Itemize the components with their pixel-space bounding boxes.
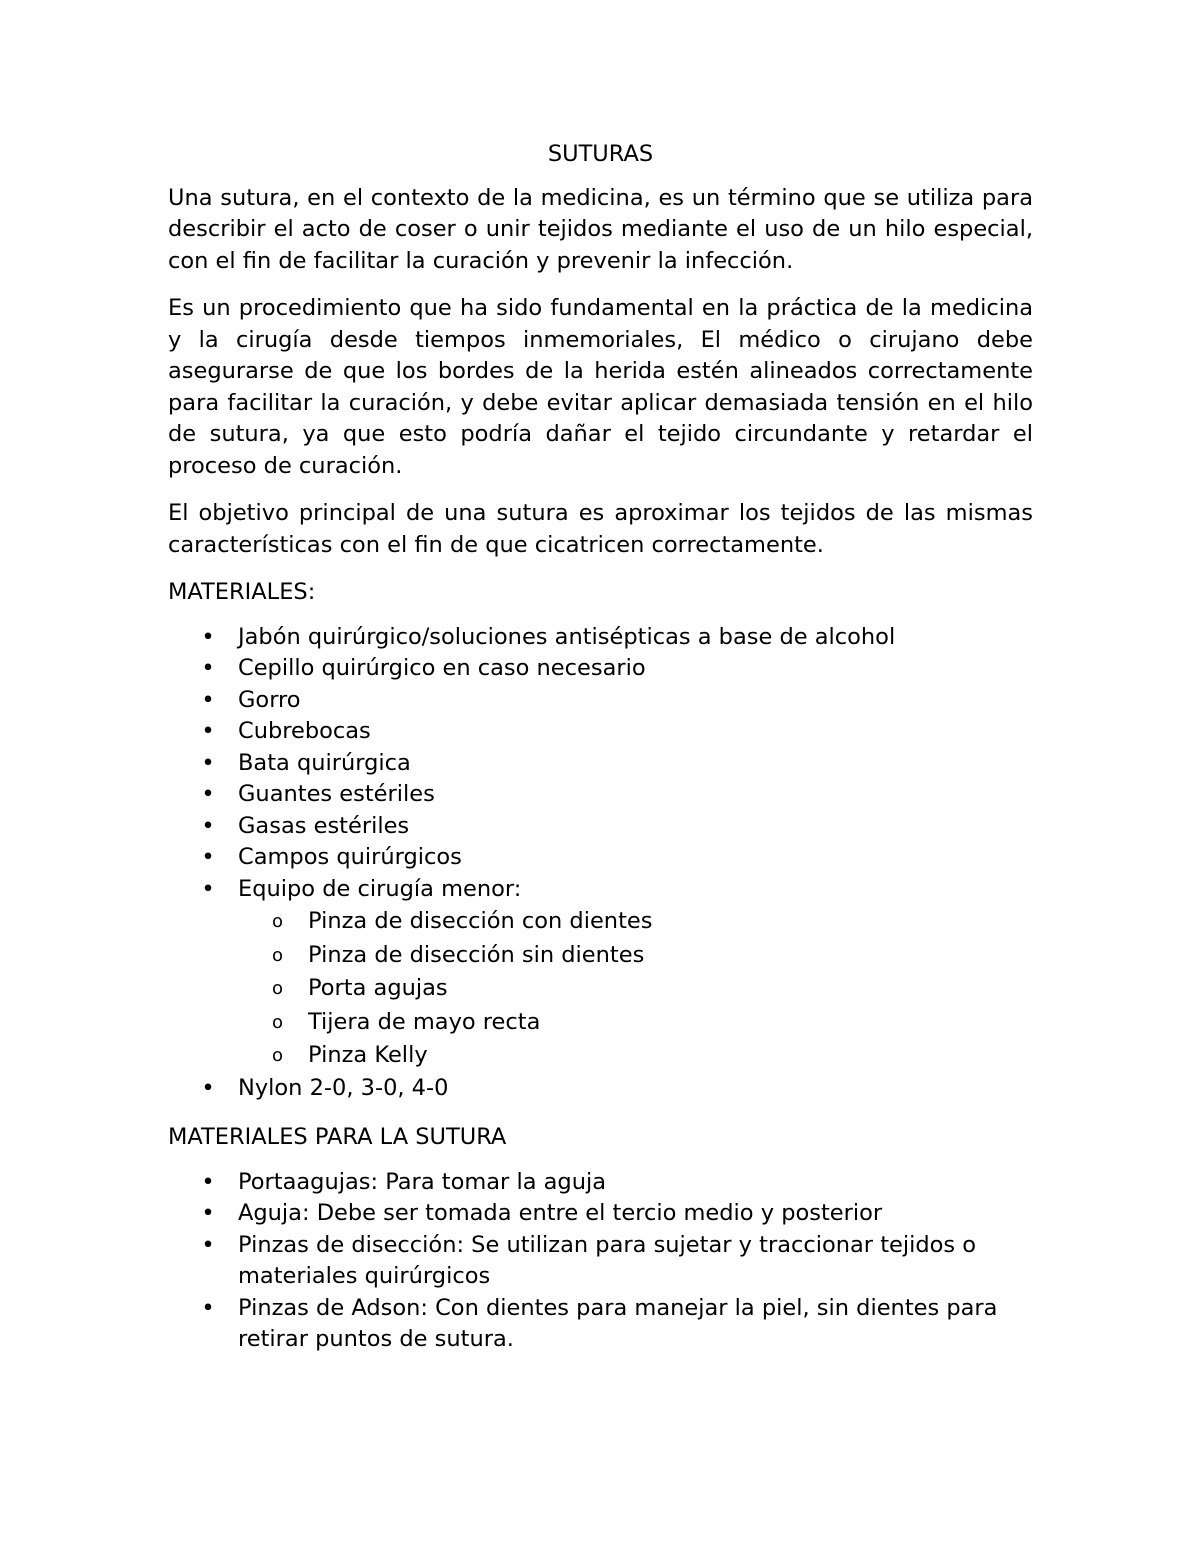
list-item-text: Portaagujas: Para tomar la aguja xyxy=(238,1168,607,1195)
circle-bullet-icon: o xyxy=(272,978,284,999)
paragraph-procedure: Es un procedimiento que ha sido fundamental en la práctica de la medicina y la cirugía desde tiempos inmemoriales, El médico o cirujano debe asegurarse de que los bordes de la herida estén alineados correctamente para facilitar la curación, y debe evitar aplicar demasiada tensión en el hilo de sutura, ya que esto podría dañar el tejido circundante y retardar el proceso de curación. xyxy=(168,295,1033,479)
list-item-text: Cubrebocas xyxy=(238,718,371,744)
list-item-text: Pinzas de Adson: Con dientes para manejar la piel, sin dientes para retirar puntos de sutura. xyxy=(238,1294,998,1352)
circle-bullet-icon: o xyxy=(272,944,284,966)
sublist-item-text: Pinza Kelly xyxy=(308,1042,428,1068)
bullet-icon: • xyxy=(201,686,215,713)
list-item xyxy=(168,1230,1033,1293)
bullet-icon: • xyxy=(201,875,215,902)
bullet-icon: • xyxy=(201,1200,215,1226)
list-item-text: Bata quirúrgica xyxy=(238,749,411,776)
list-item xyxy=(168,842,1033,874)
bullet-icon: • xyxy=(201,844,215,870)
bullet-icon: • xyxy=(201,781,215,807)
circle-bullet-icon: o xyxy=(272,911,284,932)
document-title: SUTURAS xyxy=(547,141,654,167)
list-item-text: Cepillo quirúrgico en caso necesario xyxy=(238,655,646,681)
document-page xyxy=(168,139,1033,1374)
sublist-item xyxy=(238,972,1033,1006)
list-item-text: Gorro xyxy=(238,686,301,713)
list-item-text: Gasas estériles xyxy=(238,812,410,839)
list-item-text: Campos quirúrgicos xyxy=(238,844,462,870)
bullet-icon: • xyxy=(201,749,215,776)
bullet-icon: • xyxy=(201,1231,215,1258)
materiales-sutura-heading: MATERIALES PARA LA SUTURA xyxy=(168,1124,507,1150)
sublist-item-text: Pinza de disección sin dientes xyxy=(308,941,645,968)
sublist-item xyxy=(238,939,1033,973)
bullet-icon: • xyxy=(201,1074,215,1101)
list-item-text: Aguja: Debe ser tomada entre el tercio medio y posterior xyxy=(238,1200,883,1226)
materiales-heading: MATERIALES: xyxy=(168,579,316,605)
circle-bullet-icon: o xyxy=(272,1011,284,1033)
sublist-item xyxy=(238,905,1033,939)
bullet-icon: • xyxy=(201,718,215,744)
list-item xyxy=(168,622,1033,654)
list-item xyxy=(168,779,1033,811)
list-item-text: Pinzas de disección: Se utilizan para sujetar y traccionar tejidos o materiales quirúrgicos xyxy=(238,1231,977,1289)
circle-bullet-icon: o xyxy=(272,1045,284,1066)
list-item xyxy=(168,1073,1033,1105)
list-item xyxy=(168,748,1033,780)
materiales-sutura-list xyxy=(168,1167,1033,1356)
list-item xyxy=(168,685,1033,717)
list-item xyxy=(168,874,1033,1073)
bullet-icon: • xyxy=(201,623,215,650)
materiales-list xyxy=(168,622,1033,1105)
sublist-item xyxy=(238,1039,1033,1073)
bullet-icon: • xyxy=(201,1294,215,1321)
list-item xyxy=(168,1293,1033,1356)
sublist-item-text: Porta agujas xyxy=(308,975,448,1001)
list-item xyxy=(168,653,1033,685)
list-item xyxy=(168,1167,1033,1199)
bullet-icon: • xyxy=(201,655,215,681)
list-item-text: Guantes estériles xyxy=(238,781,435,807)
list-item xyxy=(168,1198,1033,1230)
list-item xyxy=(168,811,1033,843)
list-item-text: Nylon 2-0, 3-0, 4-0 xyxy=(238,1074,449,1101)
paragraph-objective: El objetivo principal de una sutura es aproximar los tejidos de las mismas características con el fin de que cicatricen correctamente. xyxy=(168,500,1033,558)
sublist-item xyxy=(238,1006,1033,1040)
bullet-icon: • xyxy=(201,812,215,839)
list-item-text: Equipo de cirugía menor: xyxy=(238,875,522,902)
list-item-text: Jabón quirúrgico/soluciones antisépticas a base de alcohol xyxy=(238,623,896,650)
list-item xyxy=(168,716,1033,748)
sublist-item-text: Pinza de disección con dientes xyxy=(308,908,653,934)
equipo-sublist xyxy=(238,905,1033,1073)
bullet-icon: • xyxy=(201,1168,215,1195)
sublist-item-text: Tijera de mayo recta xyxy=(308,1008,541,1035)
paragraph-definition: Una sutura, en el contexto de la medicina, es un término que se utiliza para describir el acto de coser o unir tejidos mediante el uso de un hilo especial, con el fin de facilitar la curación y prevenir la infección. xyxy=(168,184,1033,274)
